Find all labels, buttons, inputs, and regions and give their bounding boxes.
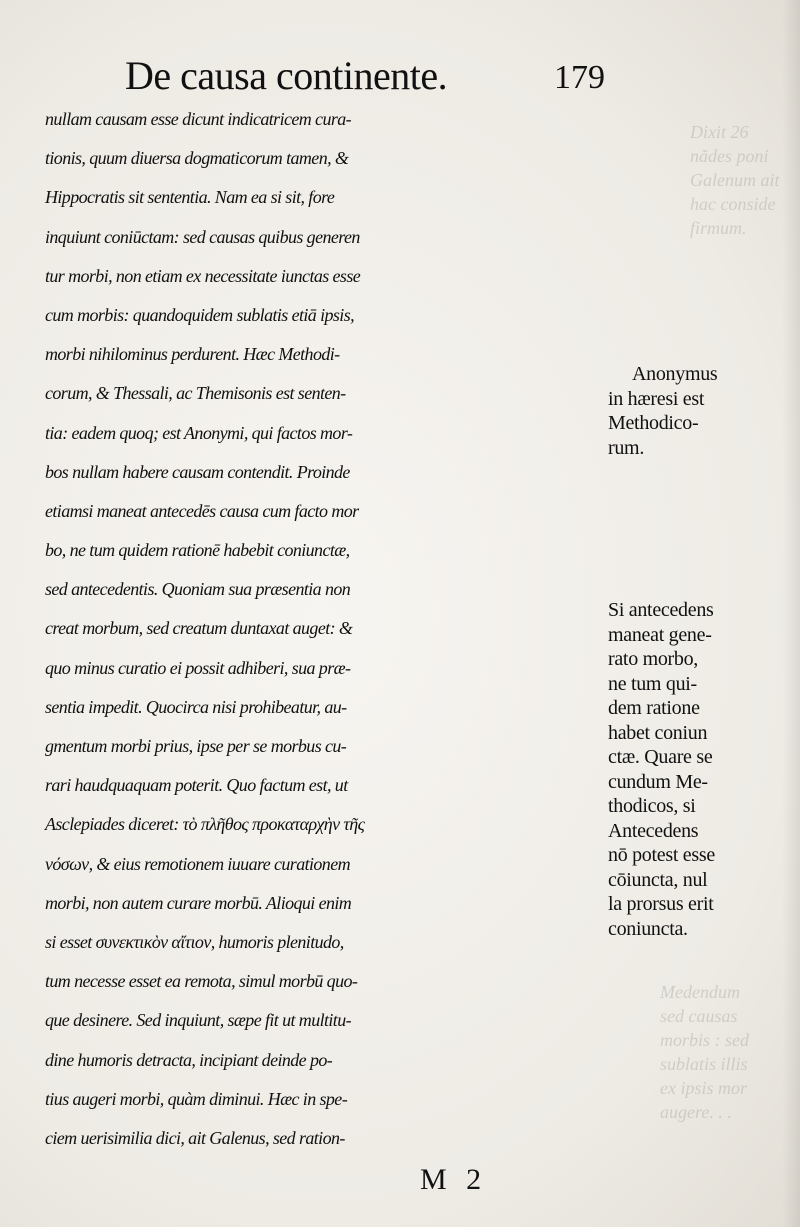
body-line: bo, ne tum quidem rationē habebit coniunctæ, (45, 540, 350, 561)
margin-note-line: nō potest esse (608, 844, 715, 866)
body-line: morbi nihilominus perdurent. Hæc Methodi- (45, 344, 340, 365)
margin-note-line: Antecedens (608, 819, 699, 842)
body-line: si esset συνεκτικὸν αἴτιον, humoris plenitudo, (45, 931, 344, 952)
margin-note-line: cundum Me- (608, 770, 708, 793)
body-line: νόσων, & eius remotionem iuuare curationem (45, 853, 350, 874)
page-edge-shadow (782, 0, 800, 1227)
running-title: De causa continente. (125, 53, 448, 98)
show-through-right-bottom: Medendum sed causas morbis : sed sublatis illis ex ipsis mor augere. . . (660, 982, 749, 1122)
margin-note-line: coniuncta. (608, 917, 688, 940)
body-line: bos nullam habere causam contendit. Proinde (45, 461, 350, 482)
margin-note-line: cōiuncta, nul (608, 868, 708, 891)
body-line: Asclepiades diceret: τὸ πλῆθος προκαταρχὴν τῆς (45, 814, 365, 835)
body-line: etiamsi maneat antecedēs causa cum facto mor (45, 500, 359, 521)
margin-note-antecedens (608, 598, 715, 941)
body-line: morbi, non autem curare morbū. Alioqui enim (45, 892, 352, 913)
body-text (45, 100, 605, 1158)
margin-note-line: dem ratione (608, 697, 700, 719)
page-number: 179 (554, 59, 605, 96)
margin-note-line: ne tum qui- (608, 672, 697, 695)
margin-note-line: Methodico- (608, 412, 699, 434)
body-line: ciem uerisimilia dici, ait Galenus, sed ration- (45, 1127, 345, 1148)
body-line: tionis, quum diuersa dogmaticorum tamen, & (45, 148, 349, 169)
body-line: dine humoris detracta, incipiant deinde po- (45, 1049, 333, 1070)
body-line: cum morbis: quandoquidem sublatis etiā ipsis, (45, 304, 354, 325)
body-line: que desinere. Sed inquiunt, sæpe fit ut multitu- (45, 1010, 351, 1031)
margin-note-line: Anonymus (632, 363, 718, 385)
show-through-right-top: Dixit 26 nãdes poni Galenum ait hac conside firmum. (690, 122, 780, 238)
signature-mark: M 2 (420, 1163, 488, 1196)
body-line: corum, & Thessali, ac Themisonis est senten- (45, 383, 346, 404)
margin-note-line: rum. (608, 436, 645, 459)
margin-note-line: in hæresi est (608, 387, 705, 410)
body-line: sentia impedit. Quocirca nisi prohibeatur, au- (45, 696, 347, 717)
margin-note-line: rato morbo, (608, 648, 699, 670)
margin-note-line: Si antecedens (608, 599, 714, 621)
body-line: tius augeri morbi, quàm diminui. Hæc in spe- (45, 1088, 348, 1109)
body-line: sed antecedentis. Quoniam sua præsentia non (45, 579, 351, 600)
body-line: nullam causam esse dicunt indicatricem cura- (45, 109, 352, 129)
body-line: gmentum morbi prius, ipse per se morbus cu- (45, 736, 347, 756)
margin-note-line: ctæ. Quare se (608, 746, 713, 768)
page-header (125, 52, 605, 100)
body-line: tur morbi, non etiam ex necessitate iunctas esse (45, 265, 361, 286)
body-line: quo minus curatio ei possit adhiberi, sua præ- (45, 657, 351, 678)
margin-note-line: thodicos, si (608, 795, 696, 817)
body-line: rari haudquaquam poterit. Quo factum est, ut (45, 775, 348, 796)
margin-note-line: habet coniun (608, 721, 708, 744)
body-line: inquiunt coniūctam: sed causas quibus generen (45, 226, 360, 247)
margin-note-anonymus (608, 362, 717, 460)
body-line: Hippocratis sit sententia. Nam ea si sit, fore (45, 187, 335, 208)
body-line: tia: eadem quoq; est Anonymi, qui factos mor- (45, 422, 353, 443)
body-line: creat morbum, sed creatum duntaxat auget: & (45, 618, 353, 639)
margin-note-line: maneat gene- (608, 623, 712, 646)
margin-note-line: la prorsus erit (608, 893, 714, 915)
body-line: tum necesse esset ea remota, simul morbū quo- (45, 971, 358, 992)
